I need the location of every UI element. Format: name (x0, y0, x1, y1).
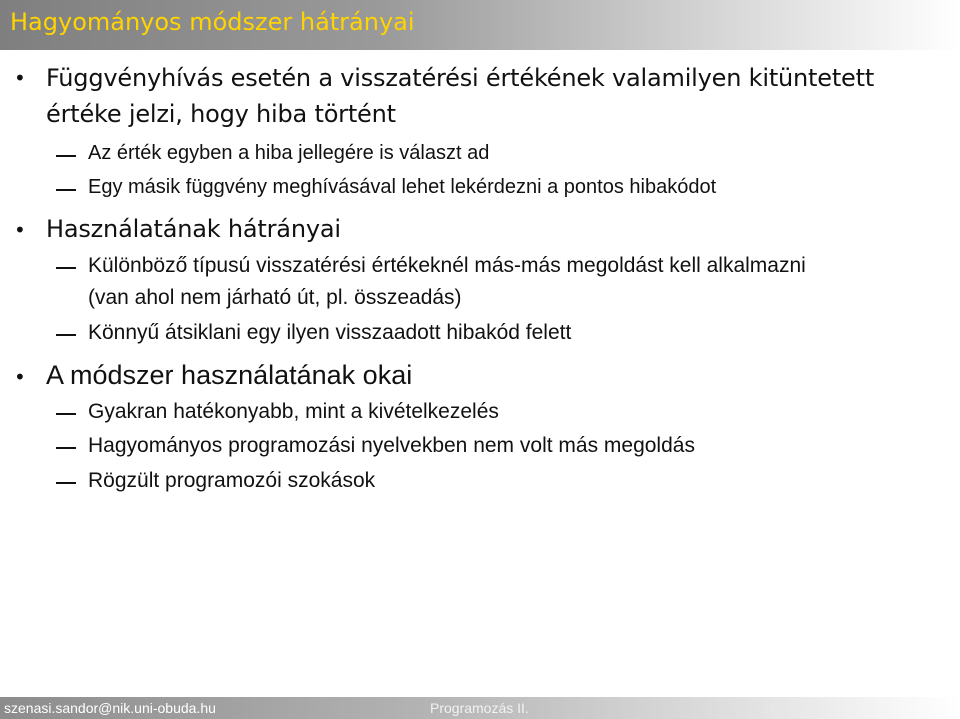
bullet-1-subitem-1: Az érték egyben a hiba jellegére is választ ad (88, 142, 490, 164)
dash-icon (56, 413, 76, 415)
bullet-2-subitem-2: Könnyű átsiklani egy ilyen visszaadott hibakód felett (88, 321, 572, 344)
dash-icon (56, 155, 76, 157)
slide-title: Hagyományos módszer hátrányai (10, 8, 415, 36)
bullet-3-subitem-3: Rögzült programozói szokások (88, 469, 376, 492)
bullet-3-subitem-1: Gyakran hatékonyabb, mint a kivételkezelés (88, 400, 499, 423)
bullet-2-subitem-1-line-1: Különböző típusú visszatérési értékeknél más-más megoldást kell alkalmazni (88, 254, 806, 277)
bullet-3-subitem-2: Hagyományos programozási nyelvekben nem volt más megoldás (88, 434, 695, 457)
bullet-3: A módszer használatának okai (46, 360, 413, 390)
bullet-icon: • (14, 66, 26, 90)
dash-icon (56, 267, 76, 269)
dash-icon (56, 447, 76, 449)
bullet-2: Használatának hátrányai (46, 215, 341, 243)
bullet-1-subitem-2: Egy másik függvény meghívásával lehet lekérdezni a pontos hibakódot (88, 176, 717, 198)
dash-icon (56, 189, 76, 191)
bullet-1-line-1: Függvényhívás esetén a visszatérési értékének valamilyen kitüntetett (46, 64, 875, 92)
title-bar (0, 0, 960, 50)
footer-page-number: 16 (762, 700, 778, 716)
bullet-icon: • (14, 218, 26, 242)
bullet-1-line-2: értéke jelzi, hogy hiba történt (46, 100, 396, 128)
footer-email: szenasi.sandor@nik.uni-obuda.hu (4, 700, 216, 716)
bullet-icon: • (14, 365, 26, 389)
footer (0, 697, 960, 719)
bullet-2-subitem-1-line-2: (van ahol nem járható út, pl. összeadás) (88, 286, 462, 309)
footer-course: Programozás II. (430, 700, 529, 716)
dash-icon (56, 334, 76, 336)
dash-icon (56, 482, 76, 484)
